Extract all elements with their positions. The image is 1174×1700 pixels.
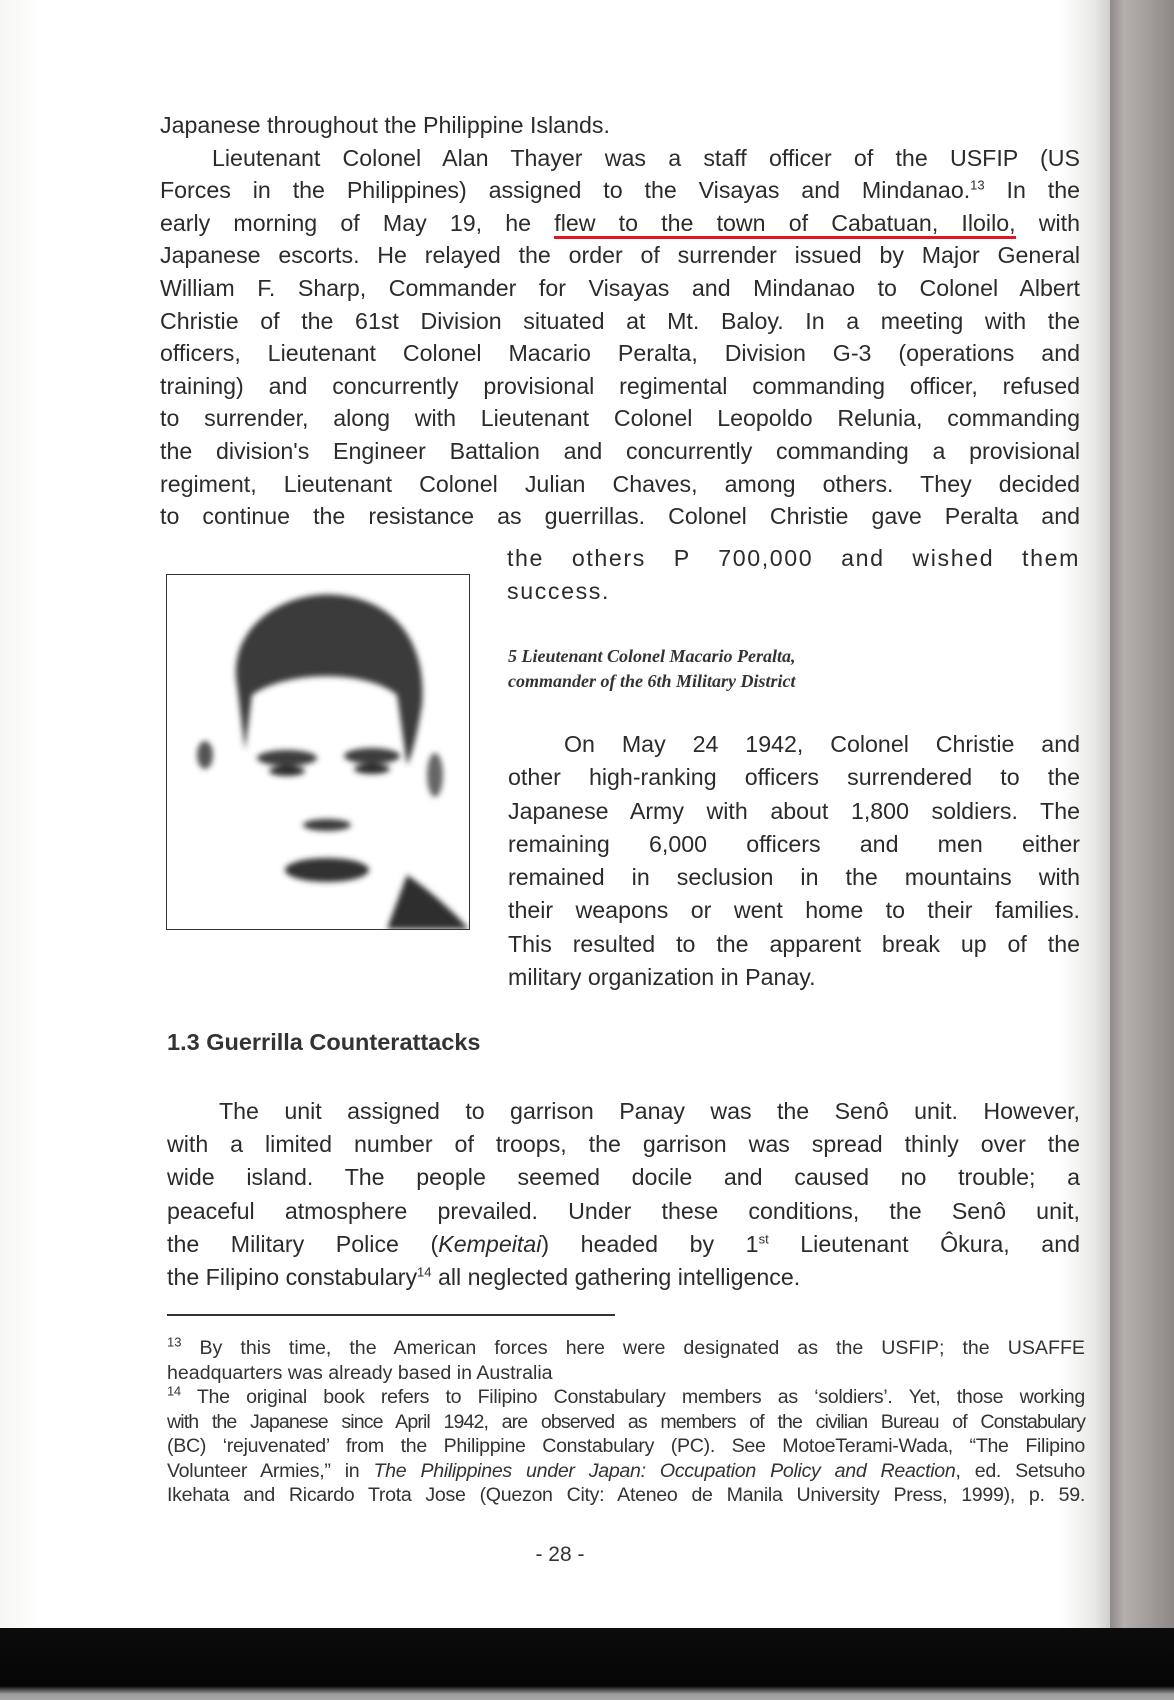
text-line: military organization in Panay. [508,964,816,991]
kempeitai-italic: Kempeitai [438,1230,542,1257]
section-heading: 1.3 Guerrilla Counterattacks [167,1029,481,1055]
text-line: to surrender, along with Lieutenant Colonel Leopoldo Relunia, commanding [160,405,1080,432]
footnote-ref-13[interactable]: 13 [970,177,985,193]
text-fragment: By this time, the American forces here were designated as the USFIP; the USAFFE [181,1337,1085,1359]
page-number: - 28 - [535,1543,585,1566]
text-line: to continue the resistance as guerrillas. Colonel Christie gave Peralta and [160,503,1080,530]
footnote-line: Ikehata and Ricardo Trota Jose (Quezon City: Ateneo de Manila University Press, 1999), p. 59. [167,1484,1085,1507]
book-spine-shadow [1110,0,1174,1700]
text-line: peaceful atmosphere prevailed. Under these conditions, the Senô unit, [167,1197,1080,1224]
footnote-line: with the Japanese since April 1942, are observed as members of the civilian Bureau of Constabulary [167,1410,1085,1433]
text-line [160,207,1080,240]
footnote-line: (BC) ‘rejuvenated’ from the Philippine Constabulary (PC). See MotoeTerami-Wada, “The Filipino [167,1435,1085,1458]
text-line: the division's Engineer Battalion and concurrently commanding a provisional [160,437,1080,464]
text-fragment: the Military Police ( [167,1230,439,1257]
text-line: training) and concurrently provisional regimental commanding officer, refused [160,372,1080,399]
text-line [160,174,1080,207]
text-line: other high-ranking officers surrendered to the [508,764,1080,791]
footnote-number: 14 [167,1383,181,1399]
footnote-number: 13 [167,1334,182,1350]
text-fragment: all neglected gathering intelligence. [431,1264,801,1291]
footnote-line [167,1459,1085,1484]
text-fragment: , ed. Setsuho [955,1459,1085,1482]
text-fragment: Forces in the Philippines) assigned to the Visayas and Mindanao. [160,177,971,204]
text-fragment: early morning of May 19, he [160,209,532,236]
book-title-italic: The Philippines under Japan: Occupation Policy and Reaction [373,1459,956,1482]
text-line: with a limited number of troops, the garrison was spread thinly over the [167,1131,1080,1158]
text-line: On May 24 1942, Colonel Christie and [564,731,1080,757]
text-fragment: with [1038,209,1080,236]
footnote-line [167,1336,1085,1361]
caption-line: commander of the 6th Military District [508,671,796,691]
text-fragment: Lieutenant Ôkura, and [768,1230,1080,1257]
text-fragment: ) headed by 1 [541,1230,759,1257]
text-fragment: In the [1006,177,1081,204]
text-fragment: the Filipino constabulary [167,1264,418,1291]
surrender-paragraph [508,728,1080,994]
text-line: The unit assigned to garrison Panay was the Senô unit. However, [219,1098,1080,1124]
text-line: officers, Lieutenant Colonel Macario Peralta, Division G-3 (operations and [160,340,1080,367]
text-line: William F. Sharp, Commander for Visayas and Mindanao to Colonel Albert [160,274,1080,301]
text-line: wide island. The people seemed docile and caused no trouble; a [167,1164,1080,1191]
scan-bottom-edge [0,1628,1174,1700]
text-fragment: Volunteer Armies,” in [167,1459,374,1482]
photo-caption [508,644,908,694]
top-paragraph-wrap [507,542,1080,607]
text-line: Christie of the 61st Division situated at Mt. Baloy. In a meeting with the [160,307,1080,334]
portrait-photo [166,574,470,930]
text-line [167,1228,1080,1261]
footnote-ref-14[interactable]: 14 [417,1264,432,1280]
red-underline-annotation: flew to the town of Cabatuan, Iloilo, [554,210,1015,239]
text-line: This resulted to the apparent break up of the [508,930,1080,957]
text-line: Japanese escorts. He relayed the order of surrender issued by Major General [160,242,1080,269]
text-line: Japanese throughout the Philippine Islands. [160,112,610,138]
text-line: Lieutenant Colonel Alan Thayer was a staff officer of the USFIP (US [212,144,1080,171]
text-line: remaining 6,000 officers and men either [508,830,1080,857]
footnote-divider [167,1314,615,1316]
text-line: success. [507,577,611,604]
top-paragraph [160,109,1080,533]
text-line: Japanese Army with about 1,800 soldiers. The [508,797,1080,824]
footnote-13 [167,1336,1085,1385]
text-line: their weapons or went home to their families. [508,897,1080,924]
text-line: regiment, Lieutenant Colonel Julian Chaves, among others. They decided [160,470,1080,497]
section-paragraph [167,1095,1080,1294]
footnote-line [167,1385,1085,1410]
text-line [167,1261,1080,1294]
caption-line: 5 Lieutenant Colonel Macario Peralta, [508,646,796,666]
footnote-line: headquarters was already based in Australia [167,1361,553,1384]
footnote-14 [167,1385,1085,1508]
text-line: remained in seclusion in the mountains with [508,864,1080,891]
text-line: the others P 700,000 and wished them [507,545,1080,571]
ordinal-suffix: st [758,1231,769,1247]
portrait-image [167,575,469,929]
text-fragment: The original book refers to Filipino Constabulary members as ‘soldiers’. Yet, those working [180,1386,1085,1408]
